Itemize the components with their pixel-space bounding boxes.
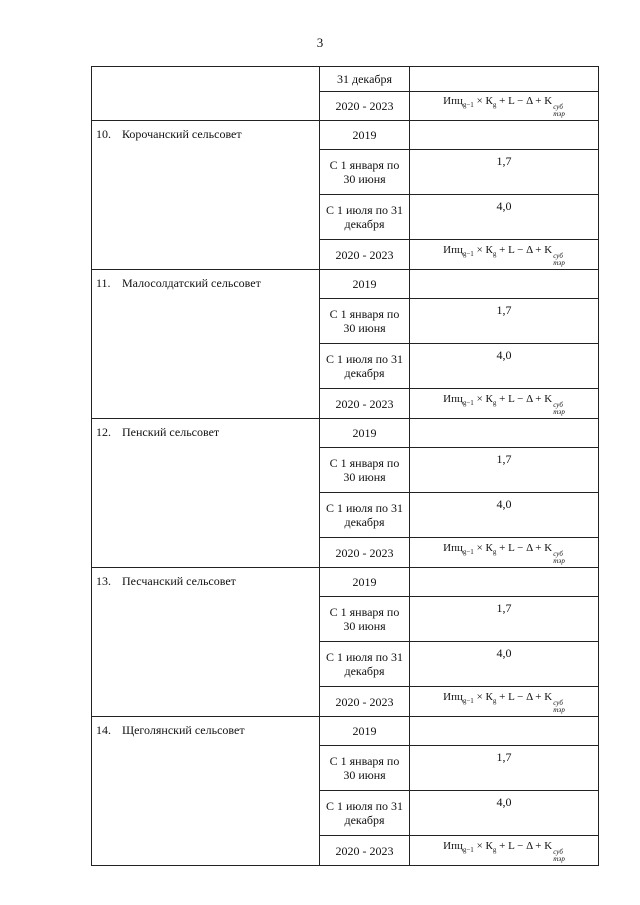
value-cell: 1,7	[410, 448, 599, 493]
formula-cell	[410, 92, 599, 121]
period-cell: С 1 июля по 31 декабря	[320, 493, 410, 538]
period-cell: С 1 января по 30 июня	[320, 746, 410, 791]
year-cell: 2019	[320, 717, 410, 746]
formula-cell	[410, 687, 599, 717]
tariff-table	[91, 66, 599, 866]
formula-cell	[410, 836, 599, 866]
value-cell: 4,0	[410, 642, 599, 687]
value-cell: 4,0	[410, 195, 599, 240]
value-cell	[410, 121, 599, 150]
period-cell: 2020 - 2023	[320, 836, 410, 866]
formula: $Ипц_{g-1} \times К_g + L - \Delta + K$ суб тэр	[443, 839, 565, 863]
row-number: 10.	[96, 127, 111, 141]
period-cell: 2020 - 2023	[320, 92, 410, 121]
value-cell	[410, 419, 599, 448]
row-number: 13.	[96, 574, 111, 588]
formula: $Ипц_{g-1} \times К_g + L - \Delta + K$ суб тэр	[443, 690, 565, 714]
formula-cell	[410, 240, 599, 270]
value-cell	[410, 717, 599, 746]
period-cell: С 1 июля по 31 декабря	[320, 344, 410, 389]
value-cell	[410, 67, 599, 92]
period-cell: 2020 - 2023	[320, 687, 410, 717]
period-cell: С 1 января по 30 июня	[320, 150, 410, 195]
row-number: 11.	[96, 276, 111, 290]
year-cell: 2019	[320, 270, 410, 299]
value-cell: 4,0	[410, 344, 599, 389]
settlement-name: Щеголянский сельсовет	[122, 723, 245, 737]
period-cell: 31 декабря	[320, 67, 410, 92]
settlement-cell	[92, 419, 320, 568]
value-cell	[410, 568, 599, 597]
table-row	[92, 121, 599, 150]
settlement-name: Малосолдатский сельсовет	[122, 276, 261, 290]
period-cell: С 1 января по 30 июня	[320, 448, 410, 493]
year-cell: 2019	[320, 568, 410, 597]
value-cell: 1,7	[410, 299, 599, 344]
formula: $Ипц_{g-1} \times К_g + L - \Delta + K$ суб тэр	[443, 392, 565, 416]
table-row	[92, 67, 599, 92]
value-cell: 4,0	[410, 493, 599, 538]
period-cell: С 1 июля по 31 декабря	[320, 791, 410, 836]
period-cell: 2020 - 2023	[320, 538, 410, 568]
value-cell: 1,7	[410, 150, 599, 195]
continued-name-cell	[92, 67, 320, 121]
row-number: 12.	[96, 425, 111, 439]
formula: $Ипц_{g-1} \times К_g + L - \Delta + K$ суб тэр	[443, 541, 565, 565]
settlement-name: Песчанский сельсовет	[122, 574, 236, 588]
formula: $Ипц_{g-1} \times К_g + L - \Delta + K$ суб тэр	[443, 243, 565, 267]
period-cell: С 1 июля по 31 декабря	[320, 195, 410, 240]
table-row	[92, 419, 599, 448]
value-cell: 4,0	[410, 791, 599, 836]
formula-cell	[410, 538, 599, 568]
settlement-cell	[92, 121, 320, 270]
settlement-cell	[92, 717, 320, 866]
formula-cell	[410, 389, 599, 419]
page-number: 3	[316, 35, 324, 50]
row-number: 14.	[96, 723, 111, 737]
year-cell: 2019	[320, 121, 410, 150]
settlement-name: Корочанский сельсовет	[122, 127, 242, 141]
year-cell: 2019	[320, 419, 410, 448]
period-cell: 2020 - 2023	[320, 240, 410, 270]
period-cell: С 1 июля по 31 декабря	[320, 642, 410, 687]
settlement-name: Пенский сельсовет	[122, 425, 220, 439]
period-cell: С 1 января по 30 июня	[320, 597, 410, 642]
table-row	[92, 568, 599, 597]
table-row	[92, 270, 599, 299]
period-cell: С 1 января по 30 июня	[320, 299, 410, 344]
settlement-cell	[92, 270, 320, 419]
formula: $Ипц_{g-1} \times К_g + L - \Delta + K$ суб тэр	[443, 95, 565, 118]
period-cell: 2020 - 2023	[320, 389, 410, 419]
value-cell: 1,7	[410, 597, 599, 642]
settlement-cell	[92, 568, 320, 717]
table-row	[92, 717, 599, 746]
value-cell: 1,7	[410, 746, 599, 791]
value-cell	[410, 270, 599, 299]
